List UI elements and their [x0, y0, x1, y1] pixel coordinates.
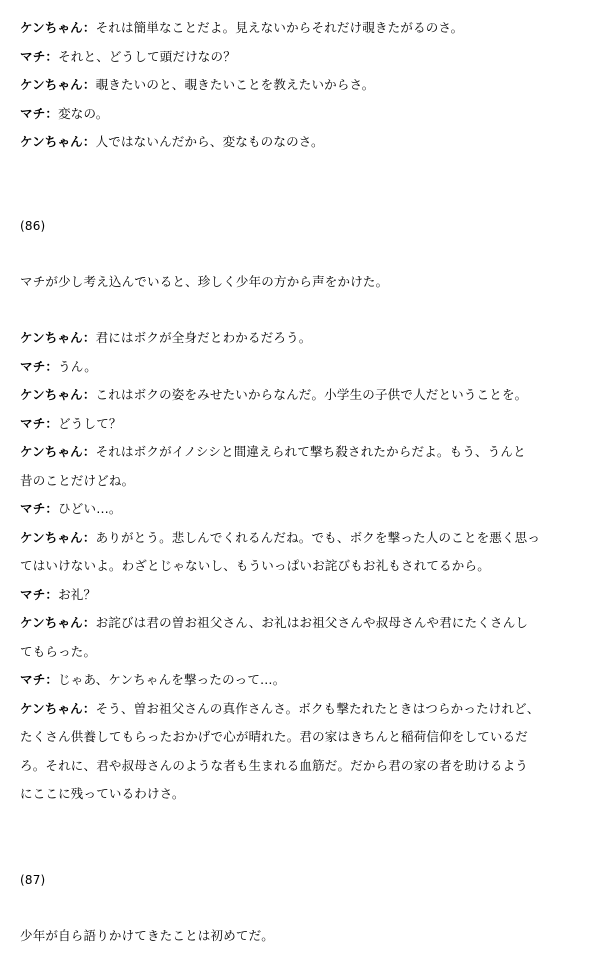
dialogue-text: 君にはボクが全身だとわかるだろう。: [95, 330, 312, 345]
dialogue-text: てはいけないよ。わざとじゃないし、もういっぱいお詫びもお礼もされてるから。: [20, 558, 490, 573]
spacer: [20, 894, 592, 922]
dialogue-text: 昔のことだけどね。: [20, 472, 135, 488]
dialogue-line: [20, 495, 592, 524]
speaker-name: ケンちゃん：: [20, 77, 96, 92]
document-page: [20, 14, 592, 950]
speaker-name: マチ：: [20, 105, 59, 121]
dialogue-line: [20, 695, 592, 724]
dialogue-line: [20, 128, 592, 157]
spacer: [20, 240, 592, 268]
dialogue-line: [20, 410, 592, 439]
dialogue-text: ありがとう。悲しんでくれるんだね。でも、ボクを撃った人のことを悪く思っ: [95, 529, 541, 545]
speaker-name: ケンちゃん：: [20, 700, 96, 716]
speaker-name: ケンちゃん：: [20, 330, 96, 345]
dialogue-line: [20, 14, 592, 43]
narration-86: マチが少し考え込んでいると、珍しく少年の方から声をかけた。: [20, 273, 389, 289]
speaker-name: ケンちゃん：: [20, 444, 96, 459]
dialogue-text: それはボクがイノシシと間違えられて撃ち殺されたからだよ。もう、うんと: [95, 444, 526, 459]
dialogue-line: [20, 581, 592, 610]
speaker-name: マチ：: [20, 48, 59, 64]
dialogue-block-1: [20, 14, 592, 157]
dialogue-line: [20, 353, 592, 382]
speaker-name: マチ：: [20, 501, 59, 516]
speaker-name: ケンちゃん：: [20, 134, 96, 149]
dialogue-text: ひどい…。: [58, 501, 122, 516]
dialogue-text: それと、どうして頭だけなの？: [58, 48, 236, 64]
narration-87: 少年が自ら語りかけてきたことは初めてだ。: [20, 927, 275, 943]
section-number-86: (86): [20, 218, 46, 233]
speaker-name: マチ：: [20, 586, 59, 602]
speaker-name: ケンちゃん：: [20, 387, 96, 402]
dialogue-text: ろ。それに、君や叔母さんのような者も生まれる血筋だ。だから君の家の者を助けるよう: [20, 757, 529, 773]
dialogue-text: 変なの。: [58, 105, 109, 121]
dialogue-text: そう、曽お祖父さんの真作さんさ。ボクも撃たれたときはつらかったけれど、: [95, 700, 540, 716]
dialogue-line: [20, 71, 592, 100]
dialogue-line: [20, 752, 592, 781]
dialogue-line: [20, 609, 592, 638]
dialogue-line: [20, 723, 592, 752]
dialogue-text: これはボクの姿をみせたいからなんだ。小学生の子供で人だということを。: [95, 387, 528, 402]
speaker-name: マチ：: [20, 415, 59, 431]
dialogue-text: てもらった。: [20, 643, 97, 659]
dialogue-line: [20, 381, 592, 410]
dialogue-text: それは簡単なことだよ。見えないからそれだけ覗きたがるのさ。: [95, 20, 464, 35]
speaker-name: ケンちゃん：: [20, 529, 96, 545]
dialogue-text: お詫びは君の曽お祖父さん、お礼はお祖父さんや叔母さんや君にたくさんし: [95, 615, 529, 630]
dialogue-line: [20, 666, 592, 695]
dialogue-block-2: [20, 324, 592, 809]
speaker-name: ケンちゃん：: [20, 615, 96, 630]
dialogue-line: [20, 780, 592, 809]
dialogue-line: [20, 552, 592, 581]
dialogue-line: [20, 467, 592, 496]
dialogue-text: 覗きたいのと、覗きたいことを教えたいからさ。: [95, 77, 375, 92]
dialogue-text: にここに残っているわけさ。: [20, 786, 185, 801]
dialogue-line: [20, 438, 592, 467]
dialogue-line: [20, 100, 592, 129]
spacer: [20, 296, 592, 324]
dialogue-text: じゃあ、ケンちゃんを撃ったのって…。: [58, 672, 286, 687]
dialogue-line: [20, 43, 592, 72]
dialogue-text: たくさん供養してもらったおかげで心が晴れた。君の家はきちんと稲荷信仰をしているだ: [20, 729, 529, 744]
spacer: [20, 157, 592, 212]
dialogue-text: うん。: [58, 358, 97, 374]
speaker-name: マチ：: [20, 672, 59, 687]
speaker-name: ケンちゃん：: [20, 20, 96, 35]
speaker-name: マチ：: [20, 358, 59, 374]
spacer: [20, 809, 592, 866]
dialogue-text: どうして？: [58, 415, 122, 431]
dialogue-line: [20, 524, 592, 553]
section-number-87: (87): [20, 872, 46, 887]
dialogue-text: お礼？: [58, 586, 97, 602]
dialogue-line: [20, 638, 592, 667]
dialogue-line: [20, 324, 592, 353]
dialogue-text: 人ではないんだから、変なものなのさ。: [95, 134, 324, 149]
